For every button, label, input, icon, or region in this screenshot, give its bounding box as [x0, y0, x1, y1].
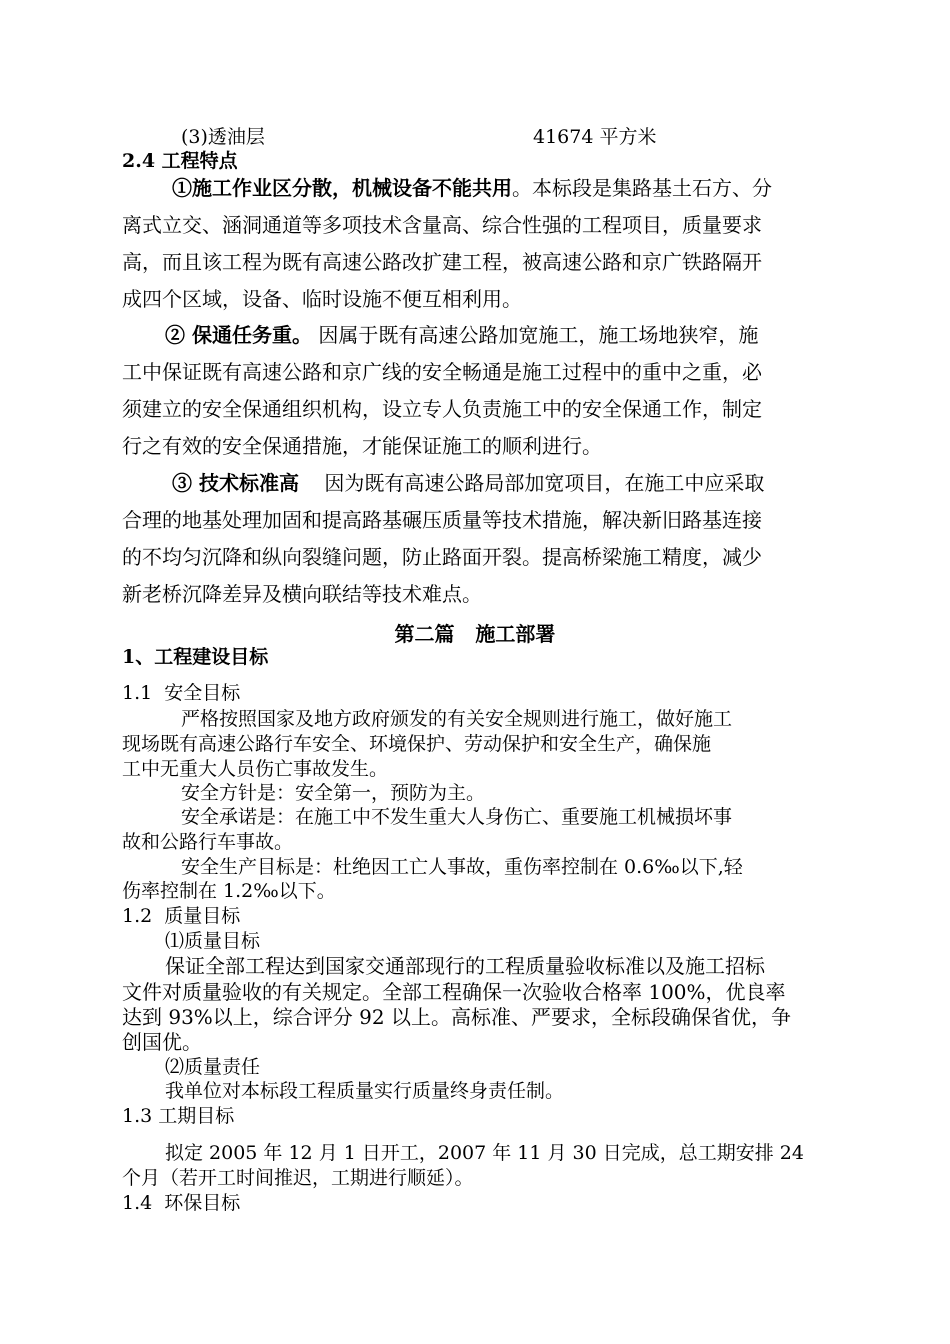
safety-paragraph-1-line-3: 工中无重大人员伤亡事故发生。 [122, 758, 389, 780]
item3-value: 41674 平方米 [533, 126, 657, 148]
item3-label: (3)透油层 [181, 126, 265, 148]
safety-policy-line: 安全方针是：安全第一，预防为主。 [181, 782, 486, 804]
safety-commitment-line-2: 故和公路行车事故。 [122, 831, 294, 853]
quality-paragraph-line-4: 创国优。 [122, 1030, 202, 1054]
paragraph-1-line-3: 高，而且该工程为既有高速公路改扩建工程，被高速公路和京广铁路隔开 [122, 250, 762, 274]
section-heading-2-4: 2.4 工程特点 [122, 150, 238, 172]
quality-subheading-2: ⑵质量责任 [165, 1056, 261, 1078]
safety-commitment-line-1: 安全承诺是：在施工中不发生重大人身伤亡、重要施工机械损坏事 [181, 806, 733, 828]
paragraph-1-line-1 [172, 176, 772, 200]
quality-paragraph-line-2: 文件对质量验收的有关规定。全部工程确保一次验收合格率 100%，优良率 [122, 980, 786, 1004]
paragraph-2-line-2: 工中保证既有高速公路和京广线的安全畅通是施工过程中的重中之重，必 [122, 360, 762, 384]
part-2-title: 第二篇 施工部署 [394, 622, 556, 646]
paragraph-3-bold-lead: ③ 技术标准高 [172, 471, 299, 495]
section-heading-1: 1、工程建设目标 [122, 646, 269, 668]
subsection-1-1-heading: 1.1 安全目标 [122, 682, 241, 704]
schedule-paragraph-line-2: 个月（若开工时间推迟，工期进行顺延）。 [122, 1167, 474, 1189]
safety-target-line-1: 安全生产目标是：杜绝因工亡人事故，重伤率控制在 0.6‰以下,轻 [181, 856, 743, 878]
paragraph-2-line-1 [165, 323, 758, 347]
paragraph-2-line-1-text: 因属于既有高速公路加宽施工，施工场地狭窄，施 [311, 323, 759, 347]
paragraph-2-bold-lead: ② 保通任务重。 [165, 323, 312, 347]
safety-paragraph-1-line-1: 严格按照国家及地方政府颁发的有关安全规则进行施工，做好施工 [181, 708, 733, 730]
paragraph-3-line-2: 合理的地基处理加固和提高路基碾压质量等技术措施，解决新旧路基连接 [122, 508, 762, 532]
paragraph-2-line-3: 须建立的安全保通组织机构，设立专人负责施工中的安全保通工作，制定 [122, 397, 762, 421]
paragraph-1-bold-lead: ①施工作业区分散，机械设备不能共用 [172, 176, 512, 200]
safety-target-line-2: 伤率控制在 1.2‰以下。 [122, 880, 336, 902]
quality-paragraph-line-3: 达到 93%以上，综合评分 92 以上。高标准、严要求，全标段确保省优，争 [122, 1005, 791, 1029]
quality-responsibility-line: 我单位对本标段工程质量实行质量终身责任制。 [165, 1080, 565, 1102]
subsection-1-2-heading: 1.2 质量目标 [122, 905, 241, 927]
paragraph-2-line-4: 行之有效的安全保通措施，才能保证施工的顺利进行。 [122, 434, 602, 458]
paragraph-1-line-4: 成四个区域，设备、临时设施不便互相利用。 [122, 287, 522, 311]
paragraph-3-line-4: 新老桥沉降差异及横向联结等技术难点。 [122, 582, 482, 606]
quality-paragraph-line-1: 保证全部工程达到国家交通部现行的工程质量验收标准以及施工招标 [165, 954, 765, 978]
paragraph-3-line-1-text: 因为既有高速公路局部加宽项目，在施工中应采取 [298, 471, 765, 495]
paragraph-1-line-1-text: 。本标段是集路基土石方、分 [512, 176, 772, 200]
schedule-paragraph-line-1: 拟定 2005 年 12 月 1 日开工，2007 年 11 月 30 日完成，总工期安排 24 [165, 1142, 804, 1164]
paragraph-3-line-3: 的不均匀沉降和纵向裂缝问题，防止路面开裂。提高桥梁施工精度，减少 [122, 545, 762, 569]
paragraph-3-line-1 [172, 471, 764, 495]
paragraph-1-line-2: 离式立交、涵洞通道等多项技术含量高、综合性强的工程项目，质量要求 [122, 213, 762, 237]
subsection-1-4-heading: 1.4 环保目标 [122, 1192, 241, 1214]
quality-subheading-1: ⑴质量目标 [165, 930, 261, 952]
subsection-1-3-heading: 1.3 工期目标 [122, 1105, 235, 1127]
safety-paragraph-1-line-2: 现场既有高速公路行车安全、环境保护、劳动保护和安全生产，确保施 [122, 733, 712, 755]
